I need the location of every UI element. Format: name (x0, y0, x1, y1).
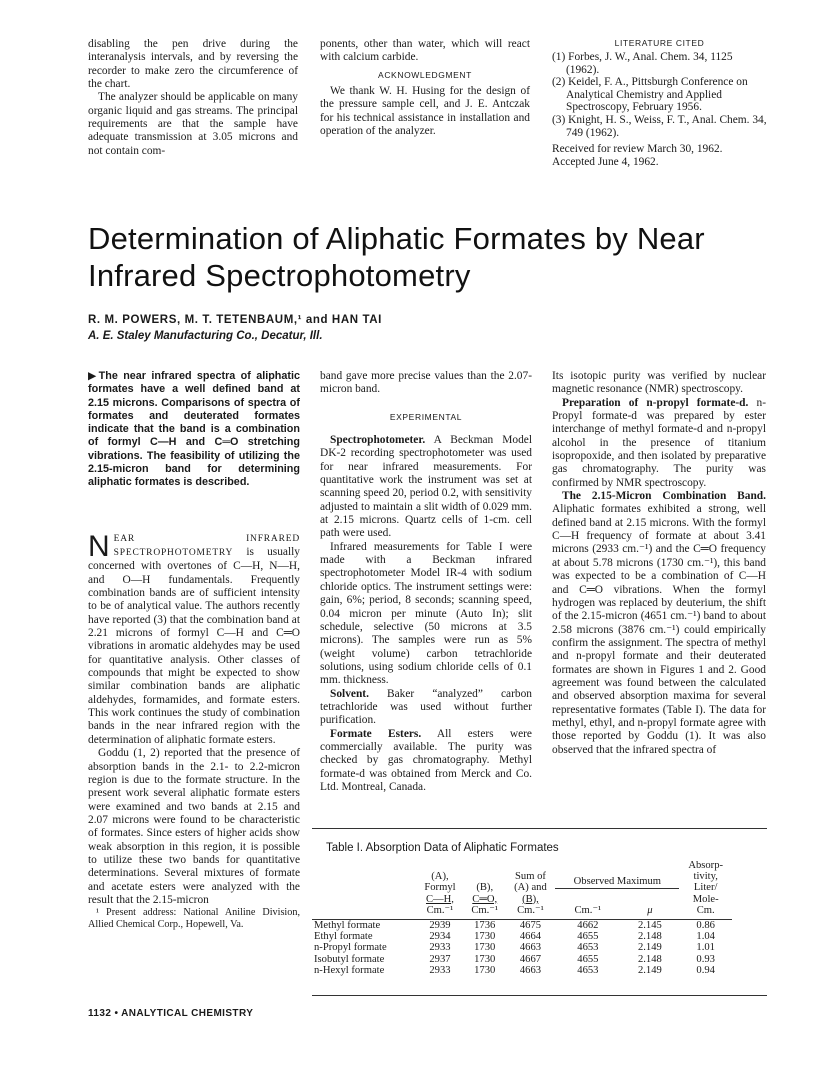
paragraph-text: Baker “analyzed” carbon tetrachloride was used without further purification. (320, 687, 532, 727)
cell-name: n-Hexyl formate (314, 964, 385, 976)
paragraph: disabling the pen drive during the interanalysis intervals, and by reversing the recorder to make zero the circumference of the chart. (88, 38, 298, 91)
header-line: (A) and (514, 882, 547, 894)
cell-absorptivity: 1.01 (696, 942, 715, 954)
cell-carbonyl: 1730 (474, 942, 496, 954)
col-header-absorptivity (679, 860, 732, 916)
cell-sum: 4663 (519, 964, 542, 976)
cell-obs-cm: 4662 (577, 920, 599, 932)
header-line: (A), (431, 871, 449, 883)
header-line: Formyl (424, 882, 456, 894)
column-3 (552, 370, 766, 757)
cell-obs-mu: 2.145 (637, 920, 662, 932)
cell-name: Isobutyl formate (314, 953, 385, 965)
col-header-sum (506, 860, 556, 916)
header-line: C═O, (472, 893, 498, 905)
column-2 (320, 370, 532, 794)
intro-paragraph (88, 529, 300, 748)
header-line: (B), (476, 882, 494, 894)
paragraph: Goddu (1, 2) reported that the presence of absorption bands in the 2.1- to 2.2-micron region is due to the formate structure. In the present work several aliphatic formate esters were examined and two bands at 2.15 and 2.07 microns were found to be characteristic of formates. Since esters of higher acids show weak absorption in this region, it is possible to utilize these two bands for quantitative determinations. Several mixtures of formate and acetate esters were analyzed with the result that the 2.15-micron (88, 747, 300, 906)
header-line: Cm.⁻¹ (517, 904, 544, 916)
col-header-observed: Observed Maximum (555, 860, 679, 888)
subhead: Spectrophotometer. (330, 434, 426, 447)
paragraph (552, 490, 766, 757)
top-middle-column (320, 38, 530, 138)
reference-item: (3) Knight, H. S., Weiss, F. T., Anal. Chem. 34, 749 (1962). (552, 113, 767, 139)
reference-item: (2) Keidel, F. A., Pittsburgh Conference on Analytical Chemistry and Applied Spectroscopy, February 1956. (552, 76, 748, 114)
paragraph: band gave more precise values than the 2.07-micron band. (320, 370, 532, 396)
paragraph: Infrared measurements for Table I were made with a Beckman infrared spectrophotometer Model IR-4 with sodium chloride optics. The instrument settings were: gain, 6%; period, 8 seconds; scanning speed, 0.04 micron per minute (Auto In); slit schedule, selective (50 microns at 3.5 microns). The samples were run as 5% (weight volume) carbon tetrachloride solutions, using sodium chloride cells of 0.1 mm. thickness. (320, 540, 532, 687)
article-title: Determination of Aliphatic Formates by Near Infrared Spectrophotometry (88, 221, 705, 293)
header-line: C—H, (425, 893, 454, 905)
intro-text: is usually concerned with overtones of C—H, N—H, and O—H fundamentals. Frequently combination bands are of sufficient intensity to be of analytical value. The authors recently have reported (3) that the combination band at 2.21 microns of formyl C—H and C═O vibrations in aromatic aldehydes may be used for quantitative analysis. Other classes of compounds that might be expected to show similar combination bands are aliphatic aldehydes, formamides, and formate esters. This work continues the study of combination bands in the near infrared region with the determination of aliphatic formate esters. (88, 546, 300, 746)
cell-carbonyl: 1730 (474, 964, 496, 976)
header-line: (B), (522, 893, 539, 905)
paragraph-text: All esters were commercially available. The purity was checked by gas chromatography. Methyl formate-d was obtained from Merck and Co. Ltd. Montreal, Canada. (320, 727, 532, 793)
header-line: Cm.⁻¹ (426, 904, 454, 916)
cell-sum: 4664 (519, 931, 542, 943)
paragraph-text: A Beckman Model DK-2 recording spectrophotometer was used for near infrared measurements. For quantitative work the instrument was set at scanning speed 20, period 0.2, with sensitivity adjusted to maintain a slit width of 0.029 mm. at 2.15 microns. Quartz cells of 1-cm. cell path were used. (320, 434, 532, 540)
cell-sum: 4675 (519, 920, 542, 932)
paragraph (552, 397, 766, 490)
cell-obs-cm: 4653 (577, 964, 599, 976)
cell-obs-cm: 4655 (577, 953, 599, 965)
cell-absorptivity: 0.94 (696, 964, 715, 976)
reference-item: (1) Forbes, J. W., Anal. Chem. 34, 1125 (1962). (552, 51, 733, 76)
section-heading: ACKNOWLEDGMENT (378, 69, 472, 80)
top-left-column (88, 38, 298, 158)
paragraph-text: Aliphatic formates exhibited a strong, well defined band at 2.15 microns. With the formyl C—H frequency of formate at about 3.41 microns (2933 cm.⁻¹) and the C═O frequency at about 5.78 microns (1730 cm.⁻¹), this band was expected to be a combination of C—H and C═O vibrations. When the formyl hydrogen was replaced by deuterium, the shift of the 2.15-micron (4651 cm.⁻¹) band to about 2.58 microns (3876 cm.⁻¹) could empirically confirm the assignment. The spectra of methyl and n-propyl formate and their deuterated formates are shown in Figures 1 and 2. Good agreement was found between the calculated and observed absorption maxima for several representative formates (Table I). The data for methyl, ethyl, and n-propyl formate agree with those reported by Goddu (1). It was also observed that the infrared spectra of (552, 503, 766, 756)
table-caption: Table I. Absorption Data of Aliphatic Formates (326, 842, 559, 854)
paragraph (320, 434, 532, 541)
cell-name: Methyl formate (314, 920, 381, 932)
abstract: ▶The near infrared spectra of aliphatic formates have a well defined band at 2.15 microns. Comparisons of spectra of formates and deuterated formates indicate that the band is a combination of formyl C—H and C═O stretching vibrations. The feasibility of utilizing the 2.15-micron band for determining aliphatic formates is described. (88, 370, 300, 489)
reference-list (552, 51, 767, 139)
section-heading: LITERATURE CITED (614, 38, 705, 48)
cell-sum: 4667 (519, 953, 542, 965)
literature-cited (552, 38, 767, 168)
cell-carbonyl: 1736 (474, 920, 496, 932)
paragraph (320, 728, 532, 795)
paragraph: The analyzer should be applicable on many organic liquid and gas streams. The principal requirements are that the sample have adequate transmission at 3.05 microns and not contain com- (88, 91, 298, 157)
absorption-data-table (312, 860, 732, 976)
cell-name: Ethyl formate (314, 931, 373, 943)
paragraph: We thank W. H. Husing for the design of the pressure sample cell, and J. E. Antczak for his technical assistance in installation and operation of the analyzer. (320, 85, 530, 138)
subhead: Formate Esters. (330, 727, 422, 740)
paragraph: ponents, other than water, which will react with calcium carbide. (320, 38, 530, 64)
header-line: Liter/ (693, 882, 718, 894)
lead-caps: EAR INFRARED SPECTROPHOTOMETRY (113, 533, 300, 559)
col-header-formyl (416, 860, 464, 916)
subhead: The 2.15-Micron Combination Band. (562, 490, 766, 503)
cell-name: n-Propyl formate (314, 942, 387, 954)
col-header-carbonyl (464, 860, 506, 916)
cell-formyl: 2939 (429, 920, 451, 932)
paragraph-text: n-Propyl formate-d was prepared by ester interchange of methyl formate-d and n-propyl alcohol in the presence of titanium isopropoxide, and then isolated by preparative gas chromatography. The purity was confirmed by NMR spectroscopy. (552, 396, 767, 489)
cell-formyl: 2933 (429, 942, 451, 954)
table-row (312, 931, 732, 942)
cell-obs-mu: 2.148 (637, 931, 662, 943)
table-row (312, 954, 732, 965)
cell-absorptivity: 0.93 (696, 953, 715, 965)
page-footer: 1132 • ANALYTICAL CHEMISTRY (88, 1008, 254, 1019)
col-header-obs-cm: Cm.⁻¹ (574, 904, 602, 916)
header-line: Cm.⁻¹ (471, 904, 499, 916)
table-row (312, 920, 732, 932)
article-affiliation: A. E. Staley Manufacturing Co., Decatur, Ill. (88, 330, 323, 342)
table-top-rule (312, 828, 767, 829)
cell-obs-cm: 4655 (577, 931, 599, 943)
header-line: Sum of (515, 871, 546, 883)
table-bottom-rule (312, 995, 767, 996)
cell-formyl: 2937 (429, 953, 451, 965)
cell-obs-mu: 2.149 (637, 942, 662, 954)
cell-absorptivity: 1.04 (696, 931, 715, 943)
cell-obs-mu: 2.148 (637, 953, 662, 965)
cell-obs-mu: 2.149 (637, 964, 662, 976)
header-line: tivity, (693, 871, 718, 883)
header-line: Absorp- (688, 860, 724, 871)
paragraph: Its isotopic purity was verified by nuclear magnetic resonance (NMR) spectroscopy. (552, 370, 766, 396)
paragraph (320, 688, 532, 728)
article-authors: R. M. POWERS, M. T. TETENBAUM,¹ and HAN TAI (88, 314, 382, 326)
cell-sum: 4663 (519, 942, 542, 954)
table-row (312, 942, 732, 953)
cell-carbonyl: 1730 (474, 953, 496, 965)
cell-obs-cm: 4653 (577, 942, 599, 954)
col-header-obs-mu: μ (647, 904, 653, 916)
column-1 (88, 370, 300, 931)
cell-formyl: 2934 (429, 931, 451, 943)
table-header-row (312, 860, 732, 888)
drop-cap: N (88, 529, 110, 563)
received-date: Received for review March 30, 1962. Accepted June 4, 1962. (552, 143, 723, 168)
subhead: Solvent. (330, 687, 369, 700)
table-row (312, 965, 732, 976)
section-heading: EXPERIMENTAL (389, 411, 463, 422)
cell-formyl: 2933 (429, 964, 451, 976)
footnote: ¹ Present address: National Aniline Division, Allied Chemical Corp., Hopewell, Va. (88, 907, 300, 931)
header-line: Mole- (692, 893, 719, 905)
cell-absorptivity: 0.86 (696, 920, 715, 932)
cell-carbonyl: 1730 (474, 931, 496, 943)
header-line: Cm. (696, 904, 715, 916)
subhead: Preparation of n-propyl formate-d. (562, 396, 749, 409)
